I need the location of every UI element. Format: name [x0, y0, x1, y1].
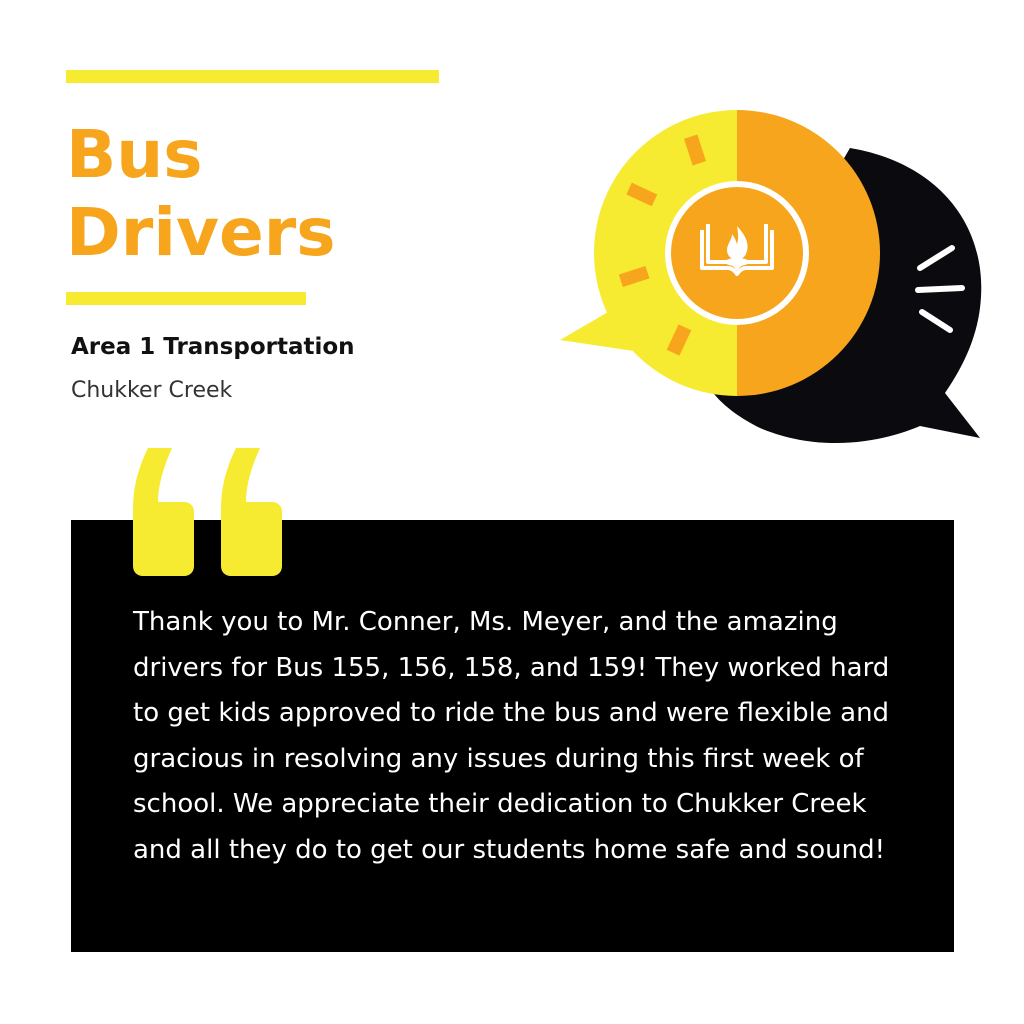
- title-line-1: Bus: [66, 116, 203, 193]
- quote-panel: [71, 520, 954, 952]
- bottom-accent-bar: [66, 292, 306, 305]
- page-title: [66, 116, 336, 272]
- quote-mark-icon: [128, 438, 288, 578]
- quote-text: Thank you to Mr. Conner, Ms. Meyer, and the amazing drivers for Bus 155, 156, 158, and 159! They worked hard to get kids approved to ride the bus and were flexible and gracious in resolving any issues during this first week of school. We appreciate their dedication to Chukker Creek and all they do to get our students home safe and sound!: [133, 607, 890, 865]
- speech-bubbles-logo-icon: [560, 108, 990, 453]
- subtitle: Area 1 Transportation: [71, 334, 355, 360]
- top-accent-bar: [66, 70, 439, 83]
- location-label: Chukker Creek: [71, 378, 233, 403]
- title-line-2: Drivers: [66, 194, 336, 271]
